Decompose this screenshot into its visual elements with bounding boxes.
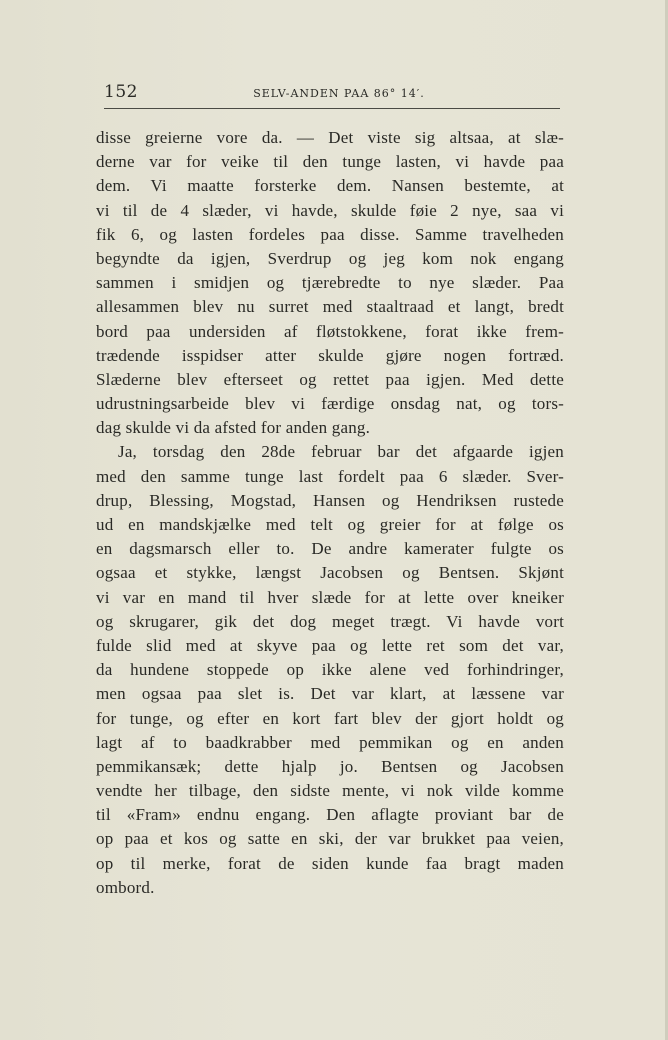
text-line: ogsaa et stykke, længst Jacobsen og Bentsen. Skjønt — [96, 563, 564, 583]
text-line: vi var en mand til hver slæde for at lette over kneiker — [96, 587, 564, 607]
text-line: bord paa undersiden af fløtstokkene, forat ikke frem- — [96, 321, 564, 341]
text-line: pemmikansæk; dette hjalp jo. Bentsen og Jacobsen — [96, 756, 564, 776]
text-line: fulde slid med at skyve paa og lette ret som det var, — [96, 635, 564, 655]
text-line: med den samme tunge last fordelt paa 6 slæder. Sver- — [96, 466, 564, 486]
paragraph — [96, 126, 564, 440]
paragraph — [96, 440, 564, 900]
text-line: da hundene stoppede op ikke alene ved forhindringer, — [96, 660, 564, 680]
text-line: begyndte da igjen, Sverdrup og jeg kom nok engang — [96, 248, 564, 268]
text-line: for tunge, og efter en kort fart blev der gjort holdt og — [96, 708, 564, 728]
text-line: dem. Vi maatte forsterke dem. Nansen bestemte, at — [96, 176, 564, 196]
text-line: ud en mandskjælke med telt og greier for at følge os — [96, 515, 564, 534]
text-line: allesammen blev nu surret med staaltraad et langt, bredt — [96, 297, 564, 317]
text-line: op paa et kos og satte en ski, der var brukket paa veien, — [96, 829, 564, 849]
text-line: udrustningsarbeide blev vi færdige onsdag nat, og tors- — [96, 394, 564, 414]
text-line: op til merke, forat de siden kunde faa bragt maden — [96, 853, 564, 873]
header-rule — [104, 108, 560, 109]
text-line: og skrugarer, gik det dog meget trægt. Vi havde vort — [96, 611, 564, 631]
text-line: lagt af to baadkrabber med pemmikan og en anden — [96, 732, 564, 752]
text-line: dag skulde vi da afsted for anden gang. — [96, 418, 371, 438]
text-line: vi til de 4 slæder, vi havde, skulde føie 2 nye, saa vi — [96, 200, 564, 220]
text-line: trædende isspidser atter skulde gjøre nogen fortræd. — [96, 345, 564, 365]
text-line: derne var for veike til den tunge lasten, vi havde paa — [96, 152, 564, 172]
text-line: disse greierne vore da. — Det viste sig altsaa, at slæ- — [96, 128, 564, 147]
text-line: vendte her tilbage, den sidste mente, vi nok vilde komme — [96, 781, 564, 801]
text-line: men ogsaa paa slet is. Det var klart, at læssene var — [96, 684, 564, 704]
running-title: SELV-ANDEN PAA 86° 14′. — [253, 87, 425, 100]
text-line: en dagsmarsch eller to. De andre kamerater fulgte os — [96, 539, 564, 559]
text-line: fik 6, og lasten fordeles paa disse. Samme travelheden — [96, 224, 564, 244]
text-line: Slæderne blev efterseet og rettet paa igjen. Med dette — [96, 369, 564, 389]
body-text — [96, 126, 564, 900]
text-line: drup, Blessing, Mogstad, Hansen og Hendriksen rustede — [96, 490, 564, 510]
text-line: sammen i smidjen og tjærebredte to nye slæder. Paa — [96, 273, 564, 293]
text-line: ombord. — [96, 877, 155, 897]
page-header — [104, 82, 560, 108]
text-line: Ja, torsdag den 28de februar bar det afgaarde igjen — [118, 442, 564, 462]
text-line: til «Fram» endnu engang. Den aflagte proviant bar de — [96, 805, 564, 825]
page-number: 152 — [104, 82, 138, 102]
